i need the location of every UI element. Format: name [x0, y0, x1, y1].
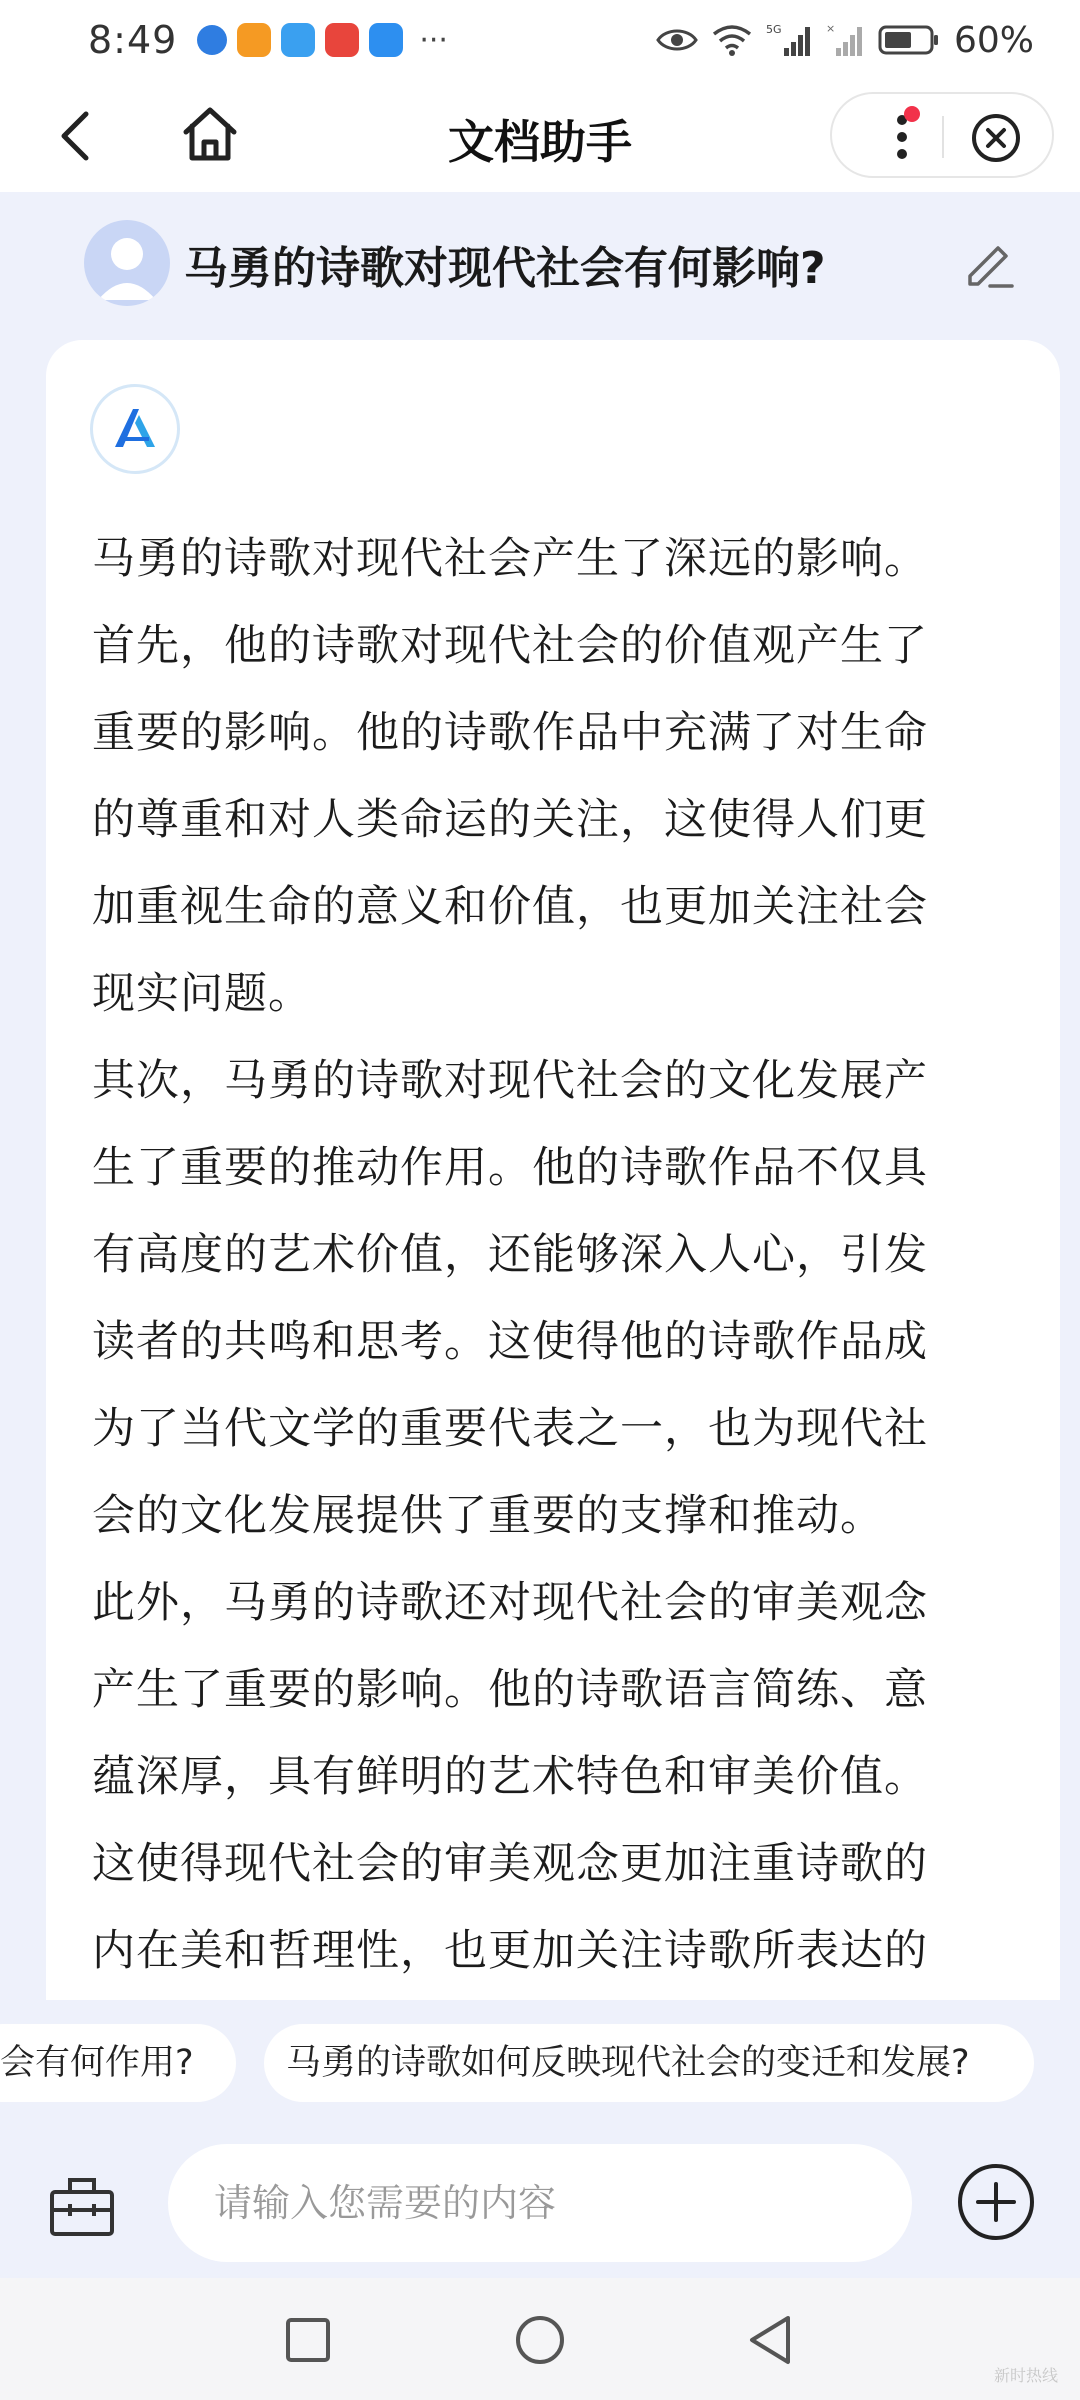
answer-line: 蕴深厚，具有鲜明的艺术特色和审美价值。 — [92, 1752, 928, 1802]
wifi-icon — [712, 24, 752, 56]
answer-line: 其次，马勇的诗歌对现代社会的文化发展产 — [92, 1056, 928, 1106]
answer-line: 为了当代文学的重要代表之一，也为现代社 — [92, 1404, 928, 1454]
answer-line: 的尊重和对人类命运的关注，这使得人们更 — [92, 795, 928, 845]
answer-line: 会的文化发展提供了重要的支撑和推动。 — [92, 1491, 884, 1541]
status-time: 8:49 — [88, 18, 178, 62]
answer-line: 读者的共鸣和思考。这使得他的诗歌作品成 — [92, 1317, 928, 1367]
toolbox-icon[interactable] — [46, 2170, 118, 2242]
answer-line: 马勇的诗歌对现代社会产生了深远的影响。 — [92, 534, 928, 584]
question-title: 马勇的诗歌对现代社会有何影响? — [184, 243, 826, 294]
battery-percentage: 60% — [953, 19, 1034, 61]
home-circle-icon[interactable] — [514, 2314, 566, 2366]
add-icon[interactable] — [956, 2162, 1036, 2242]
signal-2-icon — [826, 22, 864, 58]
answer-line: 加重视生命的意义和价值，也更加关注社会 — [92, 882, 928, 932]
suggestion-chip[interactable]: 马勇的诗歌如何反映现代社会的变迁和发展? — [264, 2024, 1034, 2102]
answer-line: 内在美和哲理性，也更加关注诗歌所表达的 — [92, 1926, 928, 1976]
answer-line: 现实问题。 — [92, 969, 312, 1019]
system-navigation-bar — [0, 2278, 1080, 2400]
answer-line: 这使得现代社会的审美观念更加注重诗歌的 — [92, 1839, 928, 1889]
suggestion-chips — [0, 2024, 1080, 2104]
answer-line: 有高度的艺术价值，还能够深入人心，引发 — [92, 1230, 928, 1280]
answer-line: 生了重要的推动作用。他的诗歌作品不仅具 — [92, 1143, 928, 1193]
question-header — [0, 192, 1080, 332]
tips-app-icon — [369, 23, 403, 57]
answer-line: 此外，马勇的诗歌还对现代社会的审美观念 — [92, 1578, 928, 1628]
suggestion-chip[interactable]: 会有何作用? — [0, 2024, 236, 2102]
notification-dot — [904, 106, 920, 122]
message-input[interactable] — [168, 2144, 912, 2262]
close-icon[interactable] — [970, 112, 1022, 164]
page-title: 文档助手 — [448, 115, 632, 169]
huawei-app-icon — [325, 23, 359, 57]
mini-program-capsule — [830, 92, 1054, 178]
assistant-logo-icon — [90, 384, 180, 474]
watermark: 新时热线 — [993, 2366, 1058, 2385]
svg-text:5G: 5G — [765, 23, 782, 36]
battery-icon — [878, 24, 940, 56]
answer-line: 重要的影响。他的诗歌作品中充满了对生命 — [92, 708, 928, 758]
svg-text:×: × — [825, 22, 836, 35]
notification-app-icon — [197, 25, 227, 55]
signal-5g-icon — [766, 22, 812, 58]
more-notifications-icon: ··· — [419, 22, 448, 58]
answer-text — [92, 516, 1022, 1995]
back-triangle-icon[interactable] — [744, 2312, 796, 2368]
capsule-divider — [942, 116, 944, 158]
recent-apps-icon[interactable] — [284, 2316, 332, 2364]
weather-app-icon — [281, 23, 315, 57]
answer-card — [46, 340, 1060, 2000]
eye-icon — [656, 26, 698, 54]
answer-line: 首先，他的诗歌对现代社会的价值观产生了 — [92, 621, 928, 671]
video-app-icon — [237, 23, 271, 57]
user-avatar — [84, 220, 170, 306]
answer-line: 产生了重要的影响。他的诗歌语言简练、意 — [92, 1665, 928, 1715]
input-bar — [0, 2118, 1080, 2278]
edit-icon[interactable] — [962, 236, 1016, 290]
navigation-bar — [0, 80, 1080, 192]
status-bar — [0, 0, 1080, 80]
